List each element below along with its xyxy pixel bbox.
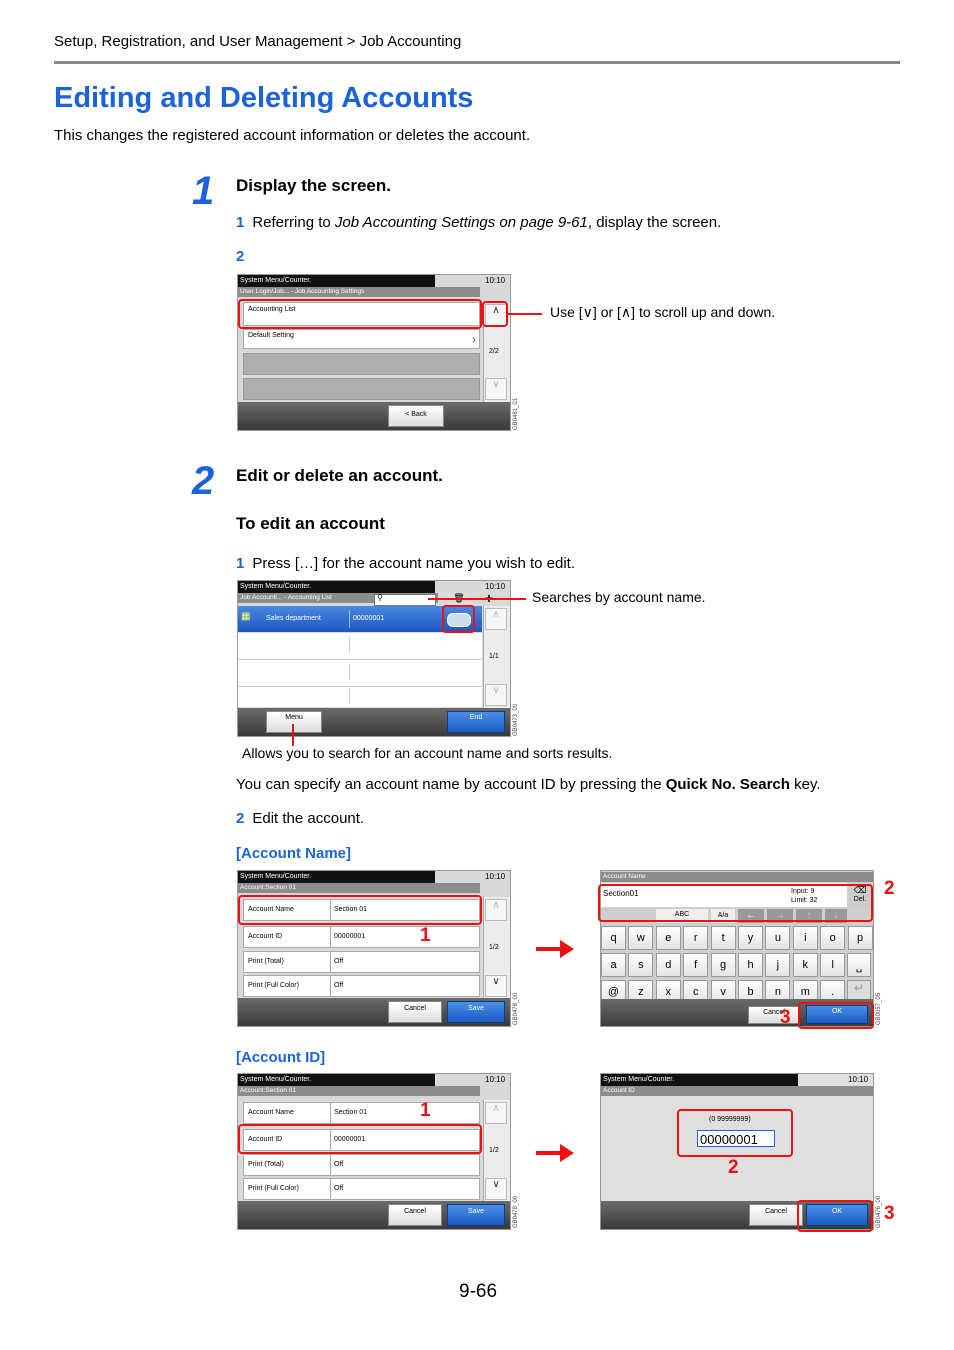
- quick-search-note: You can specify an account name by account ID by pressing the Quick No. Search key.: [236, 776, 821, 793]
- callout-line: [508, 313, 542, 315]
- titlebar: System Menu/Counter.: [601, 1074, 798, 1086]
- subbar: Account:Section 01: [238, 1086, 480, 1096]
- clock: 10:10: [485, 1075, 506, 1084]
- step-1-sub-1: 1 Referring to Job Accounting Settings on page 9-61, display the screen.: [236, 214, 722, 231]
- scroll-up-button[interactable]: ∧: [485, 899, 507, 921]
- chevron-right-icon: ›: [472, 332, 476, 346]
- empty-row: [243, 353, 480, 375]
- edit-subheading: To edit an account: [236, 514, 385, 533]
- subbar: User Login/Job... - Job Accounting Settings: [238, 287, 480, 297]
- key[interactable]: u: [765, 926, 790, 950]
- intro-text: This changes the registered account information or deletes the account.: [54, 127, 531, 144]
- key[interactable]: s: [628, 953, 653, 977]
- subbar: Account Name: [601, 872, 873, 882]
- ok-button[interactable]: OK: [806, 1204, 868, 1226]
- marker-1: 1: [420, 925, 431, 946]
- step-2-number: 2: [192, 459, 215, 503]
- step-1-heading: Display the screen.: [236, 176, 391, 195]
- account-row-selected[interactable]: ▦ Sales department 00000001: [238, 606, 482, 632]
- search-input[interactable]: [374, 594, 436, 606]
- key[interactable]: k: [793, 953, 818, 977]
- screen-job-accounting-settings: [237, 274, 511, 431]
- key[interactable]: f: [683, 953, 708, 977]
- scroll-up-button[interactable]: ∧: [485, 1102, 507, 1124]
- search-icon: ⚲: [377, 593, 383, 602]
- key[interactable]: x: [656, 980, 681, 1004]
- callout-line-search: [428, 598, 526, 600]
- key[interactable]: e: [656, 926, 681, 950]
- clock: 10:10: [485, 872, 506, 881]
- figure-code: GB0473_00: [513, 703, 519, 736]
- key[interactable]: y: [738, 926, 763, 950]
- menu-button[interactable]: Menu: [266, 711, 322, 733]
- highlight-scroll-up: [482, 301, 508, 327]
- marker-2: 2: [884, 878, 895, 899]
- key[interactable]: r: [683, 926, 708, 950]
- highlight-id-input: [677, 1109, 793, 1157]
- titlebar: System Menu/Counter.: [238, 871, 435, 883]
- callout-search: Searches by account name.: [532, 589, 706, 605]
- range-label: (0 99999999): [709, 1116, 751, 1123]
- row-accounting-list[interactable]: Accounting List: [243, 302, 480, 326]
- left-arrow-icon[interactable]: ←: [738, 909, 764, 923]
- save-button[interactable]: Save: [447, 1204, 505, 1226]
- row-account-id[interactable]: Account ID 00000001: [243, 926, 480, 948]
- screen-accounting-list: [237, 580, 511, 737]
- key[interactable]: t: [711, 926, 736, 950]
- scroll-down-button[interactable]: ∨: [485, 1178, 507, 1200]
- page-indicator: 2/2: [489, 348, 499, 355]
- page-indicator: 1/2: [489, 1147, 499, 1154]
- scroll-down-button[interactable]: ∨: [485, 684, 507, 706]
- clock: 10:10: [485, 276, 506, 285]
- callout-line-menu: [292, 724, 294, 746]
- highlight-input: [598, 884, 873, 922]
- row-default-setting[interactable]: Default Setting ›: [243, 329, 480, 349]
- key[interactable]: @: [601, 980, 626, 1004]
- titlebar: System Menu/Counter.: [238, 1074, 435, 1086]
- scroll-down-button[interactable]: ∨: [485, 975, 507, 997]
- subbar: Account ID: [601, 1086, 873, 1096]
- back-button[interactable]: < Back: [388, 405, 444, 427]
- text-input-area[interactable]: Section01 Input: 9 Limit: 32: [601, 883, 847, 907]
- breadcrumb: Setup, Registration, and User Management > Job Accounting: [54, 33, 462, 50]
- figure-code: GB0478_00: [513, 992, 519, 1025]
- scroll-up-button[interactable]: ∧: [485, 608, 507, 630]
- key[interactable]: a: [601, 953, 626, 977]
- marker-2: 2: [728, 1157, 739, 1178]
- bottom-bar: [238, 402, 510, 430]
- key[interactable]: m: [793, 980, 818, 1004]
- row-account-name[interactable]: Account Name Section 01: [243, 1102, 480, 1124]
- cancel-button[interactable]: Cancel: [749, 1204, 803, 1226]
- save-button[interactable]: Save: [447, 1001, 505, 1023]
- account-id-label: [Account ID]: [236, 1049, 326, 1066]
- highlight-account-id: [238, 1124, 482, 1154]
- right-arrow-icon[interactable]: →: [767, 909, 793, 923]
- key[interactable]: w: [628, 926, 653, 950]
- space-key[interactable]: ␣: [847, 953, 871, 977]
- page-indicator: 1/2: [489, 944, 499, 951]
- clock: 10:10: [485, 582, 506, 591]
- end-button[interactable]: End: [447, 711, 505, 733]
- key[interactable]: j: [765, 953, 790, 977]
- marker-3: 3: [780, 1007, 791, 1028]
- account-id-input[interactable]: 00000001: [697, 1130, 775, 1147]
- key[interactable]: .: [820, 980, 845, 1004]
- delete-key[interactable]: ⌫ Del.: [849, 885, 871, 907]
- cancel-button[interactable]: Cancel: [748, 1006, 800, 1024]
- empty-row: [243, 378, 480, 400]
- scroll-up-button[interactable]: ∧: [485, 304, 507, 326]
- key[interactable]: q: [601, 926, 626, 950]
- cancel-button[interactable]: Cancel: [388, 1001, 442, 1023]
- subbar: Account:Section 01: [238, 883, 480, 893]
- highlight-ok: [798, 1002, 874, 1029]
- marker-3: 3: [884, 1203, 895, 1224]
- row-print-full-color[interactable]: Print (Full Color) Off: [243, 975, 480, 997]
- list-item: [238, 633, 482, 660]
- highlight-more-button: [442, 605, 475, 633]
- case-key[interactable]: A/a: [711, 909, 735, 923]
- step-2-sub-1: 1 Press […] for the account name you wish to edit.: [236, 555, 575, 572]
- page-title: Editing and Deleting Accounts: [54, 82, 474, 114]
- highlight-accounting-list: [238, 299, 482, 329]
- figure-code: GB0476_00: [876, 1195, 882, 1228]
- backspace-icon: ⌫: [853, 885, 867, 895]
- page-number: 9-66: [459, 1281, 498, 1302]
- down-arrow-icon[interactable]: ↓: [825, 909, 847, 923]
- step-1-number: 1: [192, 169, 215, 213]
- key[interactable]: z: [628, 980, 653, 1004]
- arrow-right-icon: [536, 1144, 574, 1162]
- key[interactable]: g: [711, 953, 736, 977]
- step-2-sub-2: 2 Edit the account.: [236, 810, 365, 827]
- arrow-right-icon: [536, 940, 574, 958]
- key[interactable]: d: [656, 953, 681, 977]
- clock: 10:10: [848, 1075, 869, 1084]
- enter-icon[interactable]: ↵: [847, 980, 871, 1004]
- titlebar: System Menu/Counter.: [238, 581, 435, 593]
- row-print-full-color[interactable]: Print (Full Color) Off: [243, 1178, 480, 1200]
- highlight-ok: [797, 1200, 873, 1232]
- list-item: [238, 687, 482, 707]
- page-indicator: 1/1: [489, 653, 499, 660]
- group-icon: ▦: [241, 611, 251, 622]
- list-item: [238, 660, 482, 687]
- highlight-account-name: [238, 895, 482, 925]
- scroll-down-button[interactable]: ∨: [485, 378, 507, 400]
- key[interactable]: h: [738, 953, 763, 977]
- key[interactable]: n: [765, 980, 790, 1004]
- callout-scroll: Use [∨] or [∧] to scroll up and down.: [550, 304, 776, 320]
- subbar: Job Accounti... - Accounting List: [238, 593, 438, 603]
- key[interactable]: b: [738, 980, 763, 1004]
- abc-key[interactable]: ABC: [656, 909, 708, 923]
- row-print-total[interactable]: Print (Total) Off: [243, 951, 480, 973]
- key[interactable]: i: [793, 926, 818, 950]
- figure-code: GB0481_01: [513, 397, 519, 430]
- row-account-name[interactable]: Account Name Section 01: [243, 899, 480, 921]
- row-print-total[interactable]: Print (Total) Off: [243, 1154, 480, 1176]
- key[interactable]: c: [683, 980, 708, 1004]
- account-name-label: [Account Name]: [236, 845, 352, 862]
- ok-button[interactable]: OK: [806, 1005, 868, 1024]
- row-account-id[interactable]: Account ID 00000001: [243, 1129, 480, 1151]
- key[interactable]: o: [820, 926, 845, 950]
- key[interactable]: v: [711, 980, 736, 1004]
- titlebar: System Menu/Counter.: [238, 275, 435, 287]
- header-rule: [54, 61, 900, 64]
- step-1-sub-2: 2: [236, 248, 245, 265]
- figure-code: GB0057_05: [876, 992, 882, 1025]
- screen-account-edit-name: [237, 870, 511, 1027]
- cancel-button[interactable]: Cancel: [388, 1204, 442, 1226]
- figure-code: GB0478_00: [513, 1195, 519, 1228]
- key[interactable]: p: [848, 926, 873, 950]
- key[interactable]: l: [820, 953, 845, 977]
- marker-1: 1: [420, 1100, 431, 1121]
- step-2-heading: Edit or delete an account.: [236, 466, 443, 485]
- up-arrow-icon[interactable]: ↑: [796, 909, 822, 923]
- callout-menu: Allows you to search for an account name and sorts results.: [242, 745, 613, 761]
